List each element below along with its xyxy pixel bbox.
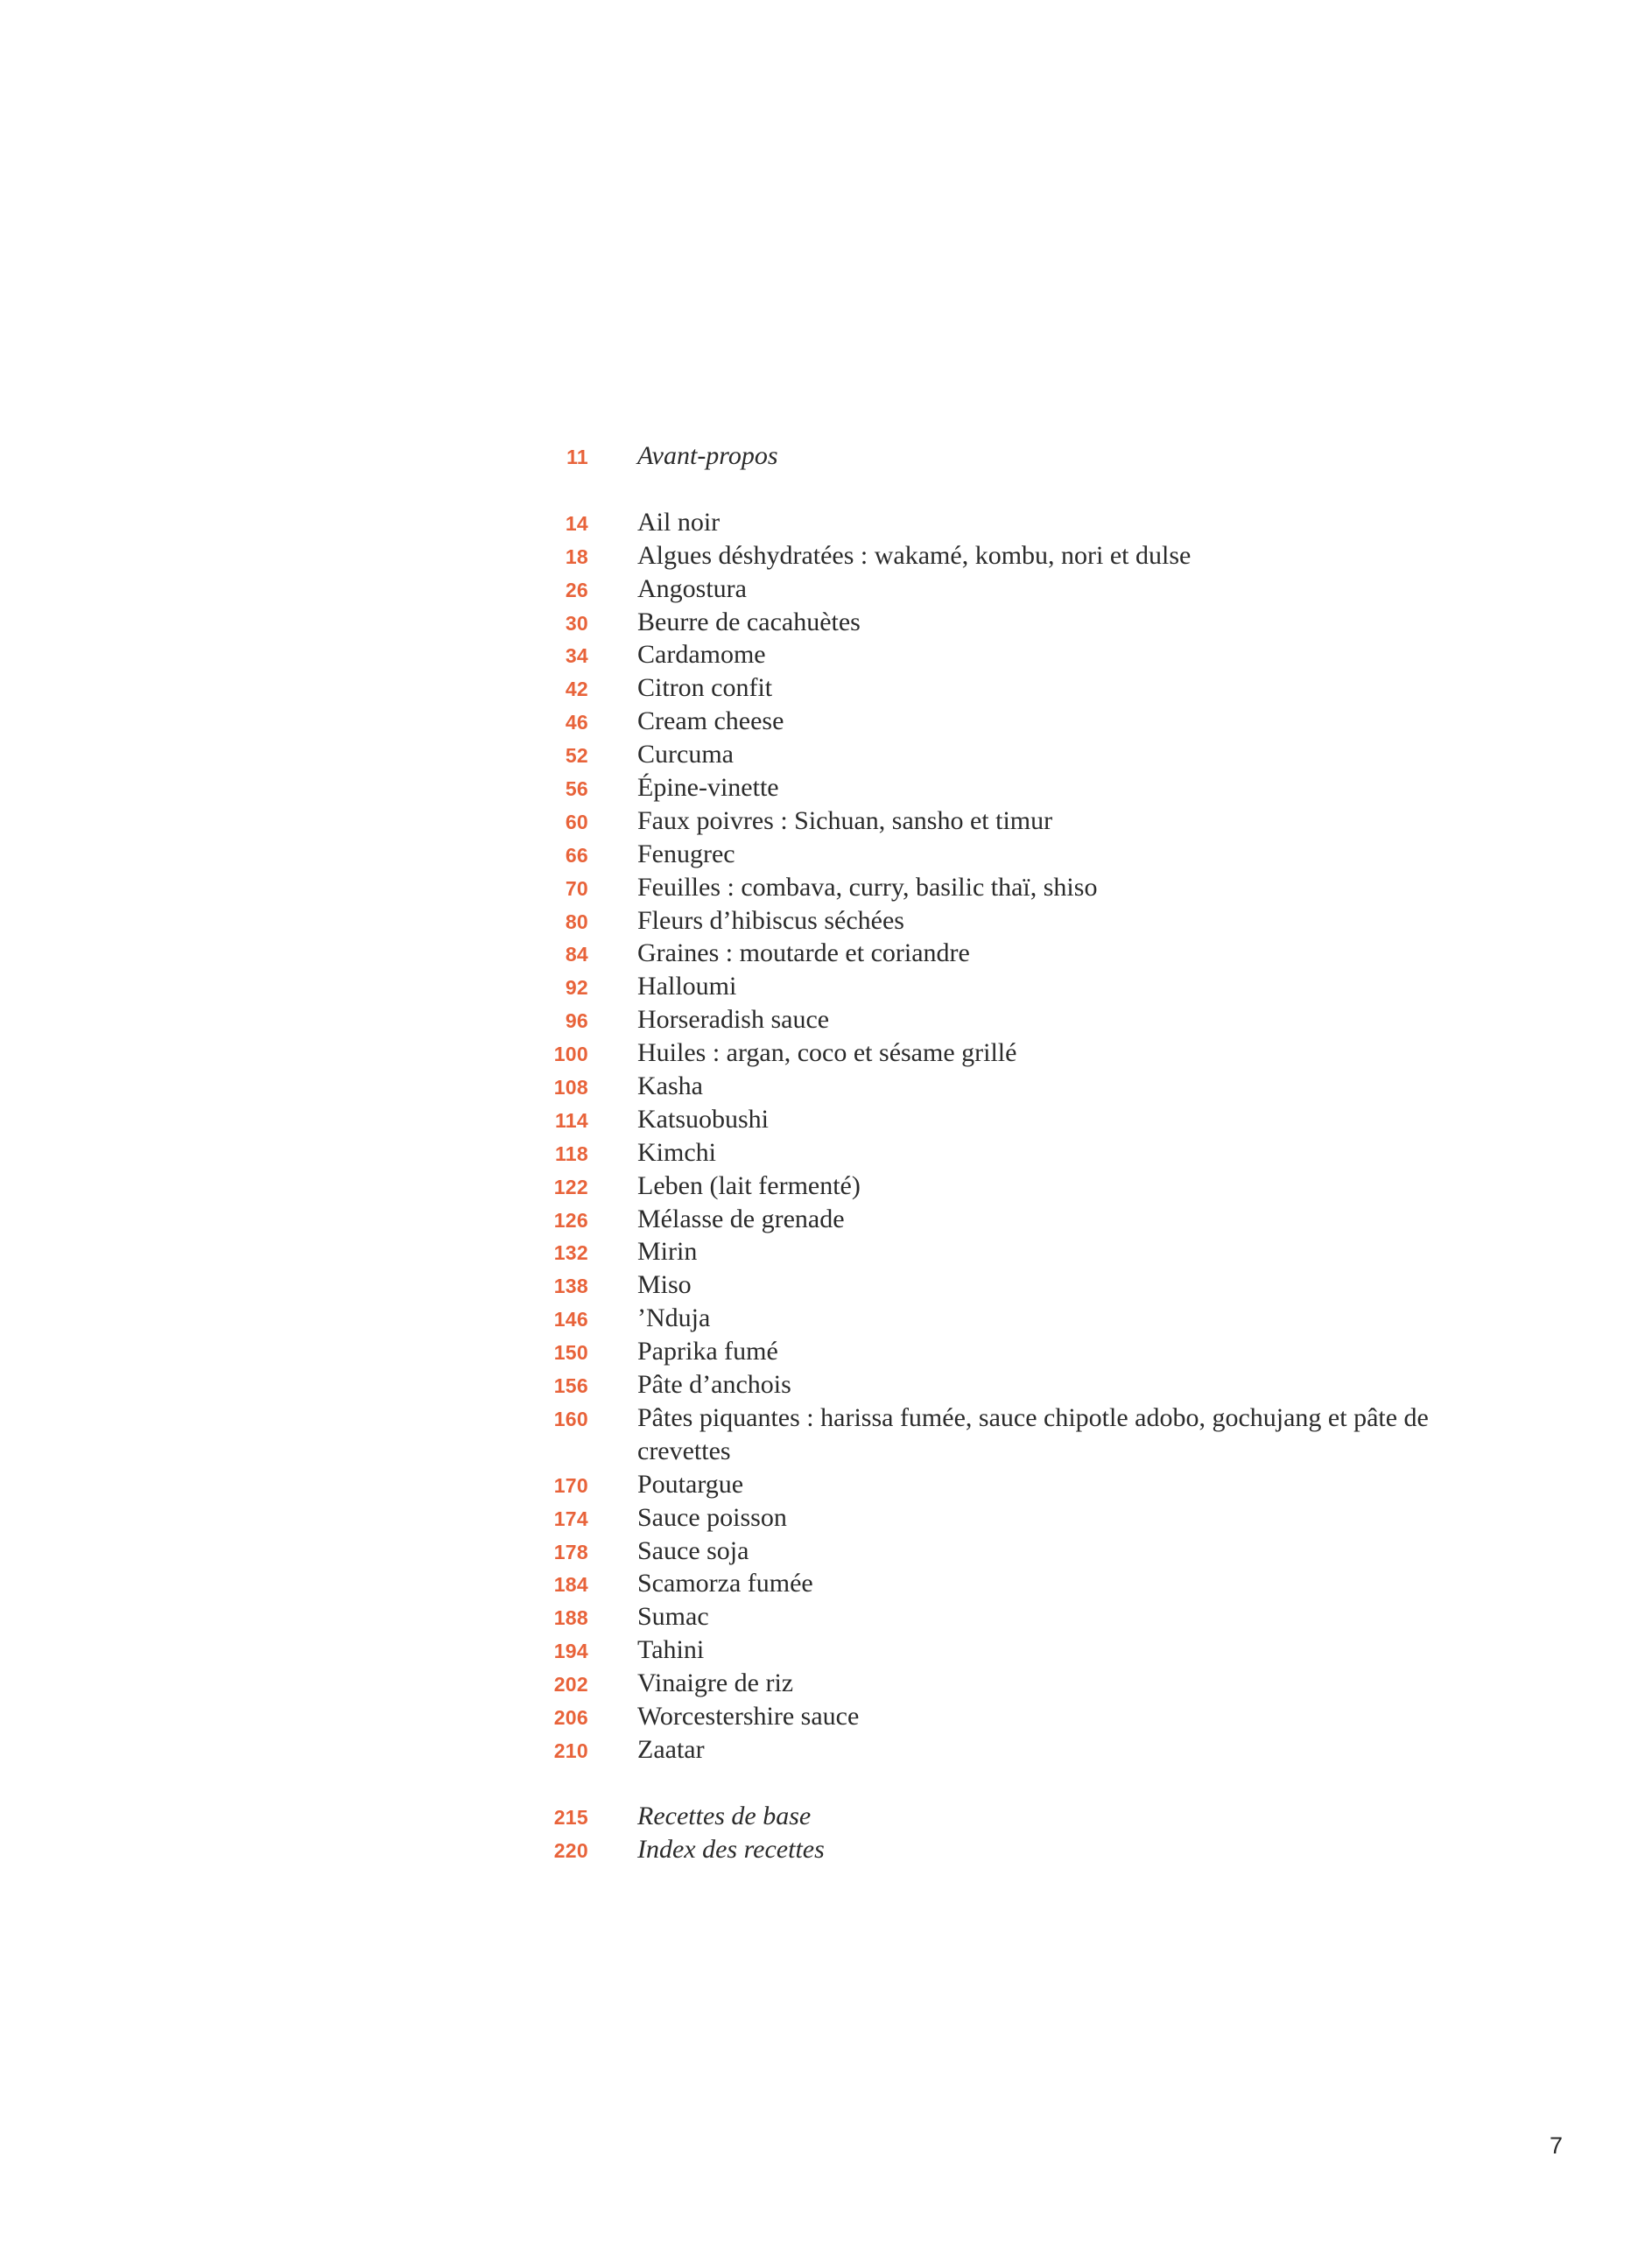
toc-entry[interactable] (490, 1003, 1541, 1036)
toc-entry[interactable] (490, 871, 1541, 904)
toc-page-number: 56 (565, 777, 588, 801)
toc-page-number: 118 (554, 1142, 588, 1165)
toc-entry-title: Faux poivres : Sichuan, sansho et timur (637, 805, 1053, 835)
toc-entry-title: Poutargue (637, 1469, 744, 1499)
toc-entry-title: Pâtes piquantes : harissa fumée, sauce chipotle adobo, gochujang et pâte de crevettes (637, 1402, 1429, 1465)
toc-page-number: 46 (565, 711, 588, 734)
toc-entry[interactable] (490, 1368, 1541, 1402)
toc-entry[interactable] (490, 506, 1541, 539)
toc-entry[interactable] (490, 1170, 1541, 1203)
toc-entry[interactable] (490, 1302, 1541, 1335)
toc-entry[interactable] (490, 1700, 1541, 1733)
toc-entry-title: Index des recettes (637, 1834, 825, 1864)
toc-page-number: 42 (565, 678, 588, 701)
toc-entry-title: Kasha (637, 1071, 703, 1101)
toc-page-number: 60 (565, 810, 588, 833)
toc-page-number: 122 (553, 1175, 588, 1198)
toc-page-number: 202 (553, 1673, 588, 1697)
toc-entry-title: Sauce soja (637, 1535, 749, 1565)
toc-page-number: 210 (553, 1739, 588, 1762)
toc-entry-title: Avant-propos (637, 441, 778, 470)
toc-page-number: 96 (565, 1009, 588, 1033)
toc-entry[interactable] (490, 1235, 1541, 1268)
toc-entry-title: Algues déshydratées : wakamé, kombu, nori et dulse (637, 540, 1192, 570)
toc-page-number: 184 (553, 1573, 588, 1597)
toc-entry[interactable] (490, 638, 1541, 671)
toc-entry-title: Pâte d’anchois (637, 1370, 791, 1400)
toc-entry-title: ’Nduja (637, 1303, 711, 1333)
table-of-contents (490, 439, 1541, 1866)
toc-entry[interactable] (490, 573, 1541, 606)
toc-page-number: 34 (565, 644, 588, 668)
toc-entry[interactable] (490, 1402, 1541, 1468)
toc-entry[interactable] (490, 671, 1541, 705)
toc-entry[interactable] (490, 1567, 1541, 1600)
toc-entry-title: Mirin (637, 1237, 698, 1267)
toc-page-number: 52 (565, 744, 588, 768)
toc-page-number: 80 (565, 910, 588, 933)
toc-entry-title: Huiles : argan, coco et sésame grillé (637, 1038, 1017, 1068)
toc-page-number: 160 (553, 1407, 588, 1430)
toc-entry[interactable] (490, 539, 1541, 573)
toc-entry-title: Cream cheese (637, 706, 784, 736)
toc-entry[interactable] (490, 937, 1541, 970)
toc-entry[interactable] (490, 1036, 1541, 1070)
toc-entry[interactable] (490, 1633, 1541, 1667)
toc-entry[interactable] (490, 904, 1541, 938)
toc-page-number: 126 (553, 1208, 588, 1232)
toc-entry[interactable] (490, 1335, 1541, 1368)
toc-entry-title: Halloumi (637, 972, 737, 1001)
toc-entry[interactable] (490, 970, 1541, 1003)
toc-entry-title: Curcuma (637, 740, 734, 769)
toc-entries-group (490, 506, 1541, 1767)
toc-entry[interactable] (490, 1600, 1541, 1633)
toc-page-number: 188 (553, 1606, 588, 1630)
toc-entry-title: Ail noir (637, 507, 721, 537)
toc-entry[interactable] (490, 705, 1541, 738)
toc-entry[interactable] (490, 1136, 1541, 1170)
toc-entry[interactable] (490, 606, 1541, 639)
toc-entry[interactable] (490, 1203, 1541, 1236)
toc-page-number: 138 (553, 1275, 588, 1298)
toc-page-number: 92 (565, 976, 588, 1000)
toc-entry-title: Fenugrec (637, 839, 735, 868)
toc-entry[interactable] (490, 738, 1541, 771)
toc-entry[interactable] (490, 1268, 1541, 1302)
toc-page-number: 146 (553, 1308, 588, 1331)
toc-entry[interactable] (490, 771, 1541, 804)
toc-entry-title: Sauce poisson (637, 1502, 787, 1532)
toc-entry-title: Recettes de base (637, 1801, 812, 1830)
toc-entry-title: Beurre de cacahuètes (637, 607, 861, 636)
toc-entry-title: Scamorza fumée (637, 1569, 813, 1598)
toc-entry[interactable] (490, 1070, 1541, 1103)
toc-entry-title: Paprika fumé (637, 1337, 778, 1366)
toc-entry-title: Leben (lait fermenté) (637, 1170, 861, 1200)
toc-entry[interactable] (490, 439, 1541, 473)
toc-page-number: 132 (553, 1241, 588, 1265)
toc-page-number: 150 (553, 1341, 588, 1365)
toc-page-number: 220 (553, 1838, 588, 1862)
toc-entry-title: Citron confit (637, 673, 773, 703)
toc-page-number: 11 (566, 446, 588, 468)
toc-entry-title: Worcestershire sauce (637, 1701, 860, 1731)
toc-entry[interactable] (490, 1468, 1541, 1501)
toc-entry-title: Mélasse de grenade (637, 1204, 845, 1233)
toc-page-number: 26 (565, 578, 588, 601)
toc-entry[interactable] (490, 1800, 1541, 1833)
toc-entry-title: Kimchi (637, 1137, 716, 1167)
toc-page-number: 174 (553, 1507, 588, 1530)
toc-entry[interactable] (490, 1733, 1541, 1767)
toc-page-number: 215 (553, 1805, 588, 1829)
toc-entry-title: Vinaigre de riz (637, 1668, 794, 1698)
toc-entry-title: Feuilles : combava, curry, basilic thaï, shiso (637, 872, 1098, 902)
page-folio: 7 (1549, 2132, 1563, 2159)
toc-entry[interactable] (490, 1535, 1541, 1568)
toc-appendix-group (490, 1800, 1541, 1866)
toc-page-number: 114 (554, 1108, 588, 1132)
toc-entry-title: Tahini (637, 1635, 705, 1665)
toc-entry-title: Fleurs d’hibiscus séchées (637, 905, 904, 935)
toc-entry[interactable] (490, 838, 1541, 871)
toc-page-number: 66 (565, 843, 588, 867)
toc-page-number: 30 (565, 611, 588, 635)
toc-entry-title: Horseradish sauce (637, 1005, 830, 1035)
toc-page-number: 100 (553, 1043, 588, 1066)
toc-page-number: 70 (565, 876, 588, 900)
toc-intro-group (490, 439, 1541, 473)
toc-page-number: 14 (565, 511, 588, 535)
toc-page-number: 84 (565, 943, 588, 966)
toc-entry-title: Épine-vinette (637, 773, 779, 803)
toc-page-number: 18 (565, 544, 588, 568)
toc-page-number: 156 (553, 1374, 588, 1398)
toc-entry[interactable] (490, 1667, 1541, 1700)
toc-entry-title: Miso (637, 1270, 692, 1300)
toc-entry[interactable] (490, 1103, 1541, 1136)
toc-entry-title: Sumac (637, 1602, 709, 1632)
toc-page-number: 170 (553, 1473, 588, 1497)
toc-entry-title: Zaatar (637, 1734, 705, 1764)
toc-entry[interactable] (490, 1501, 1541, 1535)
toc-page-number: 194 (553, 1640, 588, 1663)
toc-entry[interactable] (490, 804, 1541, 838)
toc-entry-title: Cardamome (637, 640, 766, 670)
toc-entry-title: Angostura (637, 573, 747, 603)
toc-entry-title: Katsuobushi (637, 1104, 769, 1134)
toc-entry[interactable] (490, 1833, 1541, 1866)
toc-page-number: 108 (553, 1076, 588, 1099)
toc-page-number: 178 (553, 1540, 588, 1563)
toc-page-number: 206 (553, 1705, 588, 1729)
toc-entry-title: Graines : moutarde et coriandre (637, 938, 970, 968)
